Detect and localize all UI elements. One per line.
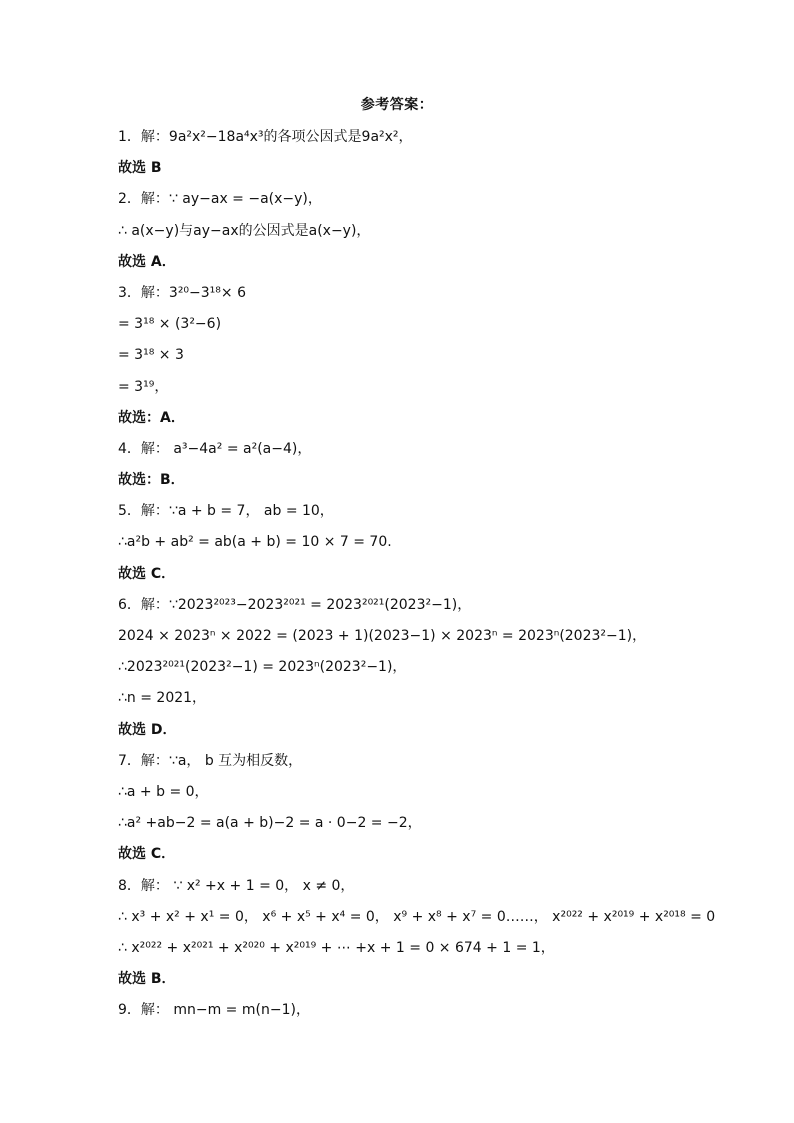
answer-choice-line: 故选 D． xyxy=(118,721,177,738)
solution-line: 2．解：∵ ay−ax = −a(x−y)， xyxy=(118,191,322,208)
page-title: 参考答案： xyxy=(360,97,434,113)
solution-line: 5．解：∵a + b = 7， ab = 10， xyxy=(118,503,334,520)
solution-line: = 3¹⁸ × 3 xyxy=(118,347,184,364)
solution-line: ∴a²b + ab² = ab(a + b) = 10 × 7 = 70. xyxy=(118,534,392,551)
solution-line: 3．解：3²⁰−3¹⁸× 6 xyxy=(118,284,246,301)
solution-line: ∴ a(x−y)与ay−ax的公因式是a(x−y)， xyxy=(118,222,371,239)
answer-choice-line: 故选：B． xyxy=(118,472,185,489)
solution-line: 6．解：∵2023²⁰²³−2023²⁰²¹ = 2023²⁰²¹(2023²−1)， xyxy=(118,596,472,613)
answer-choice-line: 故选 C． xyxy=(118,565,176,582)
solution-line: 8．解： ∵ x² +x + 1 = 0， x ≠ 0， xyxy=(118,877,355,894)
answer-choice-line: 故选：A． xyxy=(118,409,185,426)
solution-line: 1．解：9a²x²−18a⁴x³的各项公因式是9a²x²， xyxy=(118,129,413,145)
solution-line: = 3¹⁸ × (3²−6) xyxy=(118,316,222,333)
solution-line: ∴a + b = 0， xyxy=(118,783,209,800)
solution-line: 9．解： mn−m = m(n−1)， xyxy=(118,1002,310,1019)
solution-line: ∴ x²⁰²² + x²⁰²¹ + x²⁰²⁰ + x²⁰¹⁹ + ⋯ +x + 1 = 0 × 674 + 1 = 1， xyxy=(118,939,555,956)
answer-choice-line: 故选 C． xyxy=(118,846,176,863)
solution-line: ∴a² +ab−2 = a(a + b)−2 = a · 0−2 = −2， xyxy=(118,815,422,832)
answer-choice-line: 故选 B． xyxy=(118,971,176,988)
answer-choice-line: 故选 A． xyxy=(118,253,176,270)
answer-choice-line: 故选 B xyxy=(118,160,162,177)
solution-line: = 3¹⁹， xyxy=(118,378,169,395)
solution-line: 4．解： a³−4a² = a²(a−4)， xyxy=(118,440,312,457)
solution-line: ∴2023²⁰²¹(2023²−1) = 2023ⁿ(2023²−1)， xyxy=(118,659,407,676)
solution-line: 2024 × 2023ⁿ × 2022 = (2023 + 1)(2023−1) × 2023ⁿ = 2023ⁿ(2023²−1)， xyxy=(118,628,647,644)
answer-lines xyxy=(118,122,758,1026)
solution-line: ∴ x³ + x² + x¹ = 0， x⁶ + x⁵ + x⁴ = 0， x⁹ + x⁸ + x⁷ = 0……， x²⁰²² + x²⁰¹⁹ + x²⁰¹⁸ = 0 xyxy=(118,908,716,925)
solution-line: ∴n = 2021， xyxy=(118,690,207,707)
solution-line: 7．解：∵a， b 互为相反数， xyxy=(118,752,303,769)
